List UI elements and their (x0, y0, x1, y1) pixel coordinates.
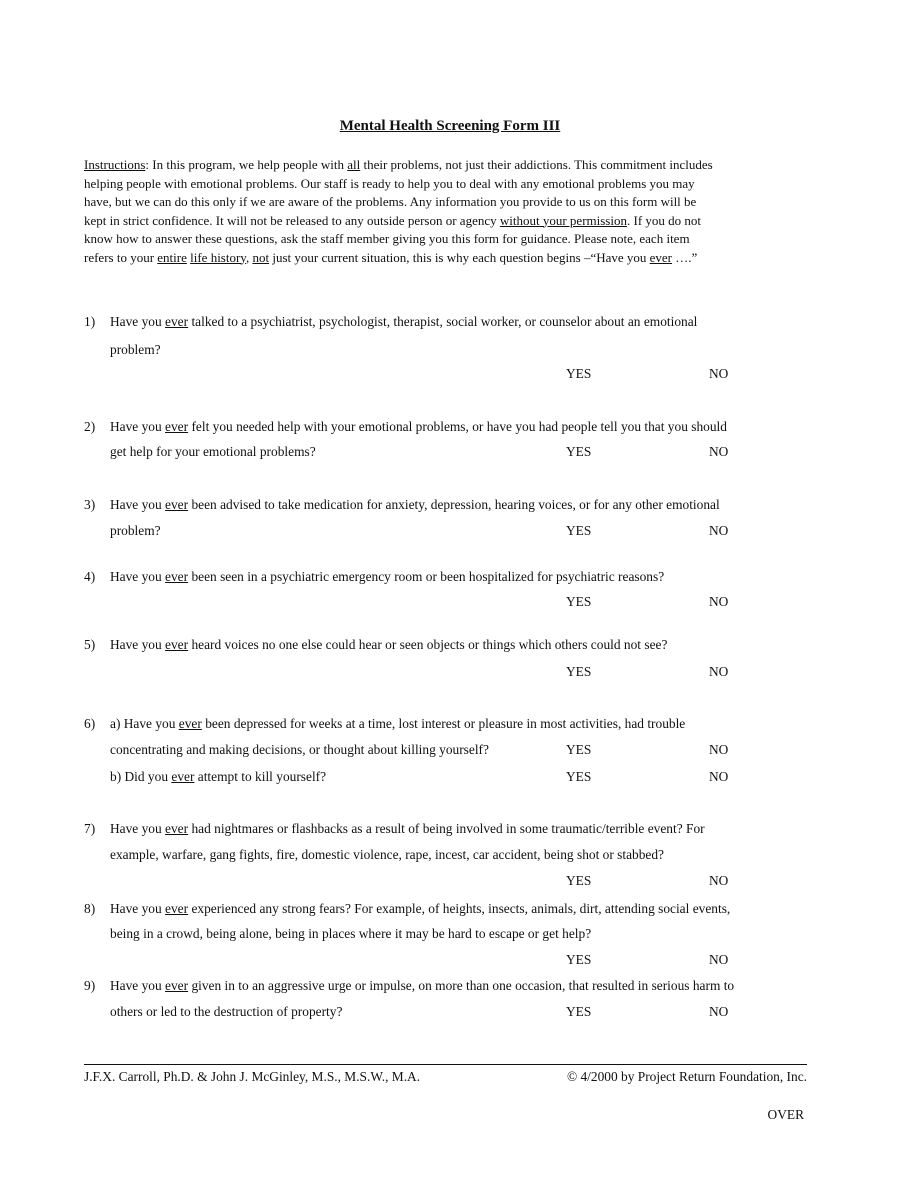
question-number: 5) (84, 637, 96, 652)
yes-option[interactable]: YES (566, 1004, 592, 1019)
instructions-text: refers to your (84, 249, 158, 265)
question-number: 3) (84, 497, 96, 512)
question-number: 4) (84, 569, 96, 584)
no-option[interactable]: NO (709, 952, 729, 967)
yes-option[interactable]: YES (566, 952, 592, 967)
yes-option[interactable]: YES (566, 444, 592, 459)
instructions-line: know how to answer these questions, ask the staff member giving you this form for guidance. Please note, each item (84, 231, 690, 246)
question-text: Have you ever talked to a psychiatrist, psychologist, therapist, social worker, or counselor about an emotional (110, 314, 698, 329)
no-option[interactable]: NO (709, 1004, 729, 1019)
question-number: 9) (84, 978, 96, 993)
question-text: Have you ever been seen in a psychiatric emergency room or been hospitalized for psychiatric reasons? (110, 569, 665, 584)
question-number: 2) (84, 419, 96, 434)
yes-option[interactable]: YES (566, 523, 592, 538)
footer-copyright: © 4/2000 by Project Return Foundation, Inc. (566, 1069, 807, 1084)
question-text-continued: problem? (110, 523, 161, 538)
no-option[interactable]: NO (709, 664, 729, 679)
emphasis-ever: ever (649, 249, 673, 265)
footer-divider (84, 1064, 807, 1065)
yes-option[interactable]: YES (566, 742, 592, 757)
no-option[interactable]: NO (709, 769, 729, 784)
yes-option[interactable]: YES (566, 769, 592, 784)
question-text-continued: others or led to the destruction of property? (110, 1004, 343, 1019)
question-number: 7) (84, 821, 96, 836)
yes-option[interactable]: YES (566, 366, 592, 381)
question-number: 8) (84, 901, 96, 916)
emphasis-not: not (252, 249, 270, 265)
emphasis-without-permission: without your permission (499, 212, 627, 228)
instructions-line: have, but we can do this only if we are aware of the problems. Any information you provide to us on this form will be (84, 194, 697, 209)
question-text: Have you ever felt you needed help with your emotional problems, or have you had people tell you that you should (110, 419, 727, 434)
emphasis-life-history: life history (190, 249, 246, 265)
no-option[interactable]: NO (709, 523, 729, 538)
over-label: OVER (767, 1107, 804, 1122)
question-text: Have you ever experienced any strong fears? For example, of heights, insects, animals, dirt, attending social events, (110, 901, 731, 916)
instructions-text: , (245, 249, 253, 265)
question-number: 1) (84, 314, 96, 329)
question-number: 6) (84, 716, 96, 731)
question-text-continued: get help for your emotional problems? (110, 444, 316, 459)
question-text: Have you ever had nightmares or flashbacks as a result of being involved in some traumatic/terrible event? For (110, 821, 705, 836)
yes-option[interactable]: YES (566, 664, 592, 679)
question-subpart-b: b) Did you ever attempt to kill yourself? (110, 769, 327, 784)
instructions-text: : In this program, we help people with (145, 157, 348, 172)
question-text: Have you ever been advised to take medication for anxiety, depression, hearing voices, or for any other emotional (110, 497, 720, 512)
no-option[interactable]: NO (709, 366, 729, 381)
no-option[interactable]: NO (709, 594, 729, 609)
footer-authors: J.F.X. Carroll, Ph.D. & John J. McGinley, M.S., M.S.W., M.A. (84, 1069, 421, 1084)
instructions-paragraph (84, 156, 787, 267)
instructions-text: ….” (672, 249, 698, 265)
instructions-line: helping people with emotional problems. Our staff is ready to help you to deal with any emotional problems you may (84, 175, 695, 191)
question-text-continued: being in a crowd, being alone, being in places where it may be hard to escape or get help? (110, 926, 592, 941)
question-text-continued: concentrating and making decisions, or thought about killing yourself? (110, 742, 489, 757)
question-text-continued: example, warfare, gang fights, fire, domestic violence, rape, incest, car accident, being shot or stabbed? (110, 847, 664, 862)
yes-option[interactable]: YES (566, 873, 592, 888)
instructions-text: their problems, not just their addictions. This commitment includes (360, 157, 713, 172)
instructions-text: just your current situation, this is why each question begins –“Have you (269, 249, 650, 265)
instructions-line (84, 249, 787, 268)
question-text-continued: problem? (110, 342, 161, 357)
instructions-text: . If you do not (626, 212, 702, 228)
form-title: Mental Health Screening Form III (339, 118, 561, 134)
question-text: a) Have you ever been depressed for weeks at a time, lost interest or pleasure in most activities, had trouble (110, 716, 686, 731)
question-text: Have you ever given in to an aggressive urge or impulse, on more than one occasion, that resulted in serious harm to (110, 978, 735, 993)
emphasis-all: all (347, 157, 361, 172)
emphasis-entire: entire (157, 249, 187, 265)
no-option[interactable]: NO (709, 873, 729, 888)
instructions-line (84, 156, 787, 175)
yes-option[interactable]: YES (566, 594, 592, 609)
instructions-line (84, 212, 787, 231)
no-option[interactable]: NO (709, 742, 729, 757)
question-text: Have you ever heard voices no one else could hear or seen objects or things which others could not see? (110, 637, 668, 652)
no-option[interactable]: NO (709, 444, 729, 459)
instructions-label: Instructions (84, 157, 146, 172)
instructions-text: kept in strict confidence. It will not be released to any outside person or agency (84, 212, 500, 228)
